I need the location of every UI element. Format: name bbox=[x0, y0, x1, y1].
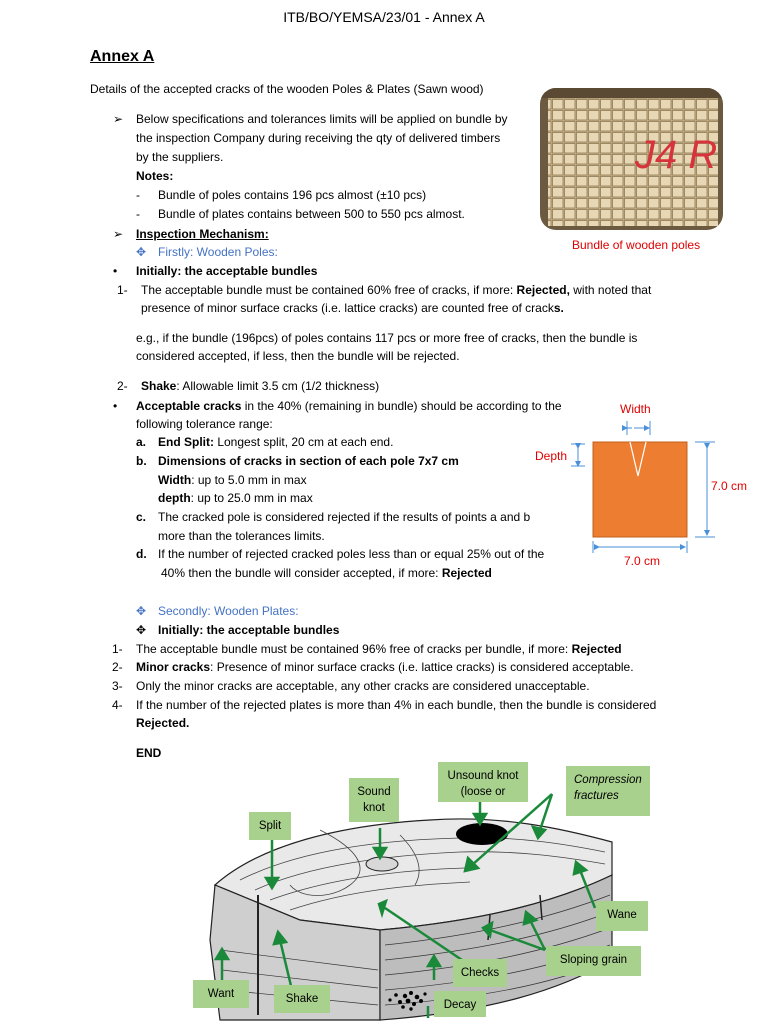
depth-limit: depth: up to 25.0 mm in max bbox=[158, 491, 313, 505]
split-label: Split bbox=[249, 812, 291, 840]
want-label: Want bbox=[193, 980, 249, 1008]
poles-item2-num: 2- bbox=[117, 379, 128, 393]
poles-item1-line2: presence of minor surface cracks (i.e. lattice cracks) are counted free of cracks. bbox=[141, 301, 564, 315]
item-c-line1: The cracked pole is considered rejected if the results of points a and b bbox=[158, 510, 531, 524]
bundle-photo bbox=[540, 88, 723, 230]
plates-item3: Only the minor cracks are acceptable, any other cracks are considered unacceptable. bbox=[136, 679, 590, 693]
note-2: Bundle of plates contains between 500 to 550 pcs almost. bbox=[158, 207, 465, 221]
bullet-dot-icon: • bbox=[113, 399, 118, 413]
compression-fractures-label: Compression fractures bbox=[566, 766, 650, 816]
item-d-line1: If the number of rejected cracked poles less than or equal 25% out of the bbox=[158, 547, 545, 561]
plates-heading: Secondly: Wooden Plates: bbox=[158, 604, 299, 618]
plates-initial: Initially: the acceptable bundles bbox=[158, 623, 340, 637]
plates-item4-num: 4- bbox=[112, 698, 123, 712]
poles-item1-num: 1- bbox=[117, 283, 128, 297]
decay-label: Decay bbox=[434, 991, 486, 1017]
poles-item1-line1: The acceptable bundle must be contained 60% free of cracks, if more: Rejected, with noted that bbox=[141, 283, 652, 297]
item-b-text: Dimensions of cracks in section of each pole 7x7 cm bbox=[158, 454, 459, 468]
acceptable-cracks-line1: Acceptable cracks in the 40% (remaining in bundle) should be according to the bbox=[136, 399, 562, 413]
item-d-num: d. bbox=[136, 547, 147, 561]
diamond-icon: ✥ bbox=[136, 604, 147, 618]
spec-line-1: Below specifications and tolerances limits will be applied on bundle by bbox=[136, 112, 508, 126]
inspection-bullet: ➢ bbox=[113, 227, 124, 241]
item-a-num: a. bbox=[136, 435, 147, 449]
spec-line-2: the inspection Company during receiving the qty of delivered timbers bbox=[136, 131, 501, 145]
checks-label: Checks bbox=[453, 959, 507, 987]
inspection-label: Inspection Mechanism: bbox=[136, 227, 269, 241]
diamond-icon: ✥ bbox=[136, 623, 147, 637]
poles-heading: Firstly: Wooden Poles: bbox=[158, 245, 278, 259]
plates-item2: Minor cracks: Presence of minor surface cracks (i.e. lattice cracks) is considered acceptable. bbox=[136, 660, 634, 674]
spec-bullet: ➢ bbox=[113, 112, 124, 126]
intro-text: Details of the accepted cracks of the wooden Poles & Plates (Sawn wood) bbox=[90, 82, 484, 96]
end-marker: END bbox=[136, 746, 162, 760]
height-label: 7.0 cm bbox=[711, 479, 748, 493]
note-dash-2: - bbox=[136, 207, 140, 221]
photo-paint-text: J4 R bbox=[635, 133, 718, 177]
document-header: ITB/BO/YEMSA/23/01 - Annex A bbox=[283, 9, 485, 25]
item-d-line2: 40% then the bundle will consider accepted, if more: Rejected bbox=[161, 566, 492, 580]
plates-item2-num: 2- bbox=[112, 660, 123, 674]
sloping-grain-label: Sloping grain bbox=[546, 946, 641, 976]
page-title: Annex A bbox=[90, 48, 155, 65]
item-c-num: c. bbox=[136, 510, 147, 524]
shake-line: Shake: Allowable limit 3.5 cm (1/2 thickness) bbox=[141, 379, 380, 393]
item-b-num: b. bbox=[136, 454, 147, 468]
depth-label: Depth bbox=[535, 449, 568, 463]
example-line-1: e.g., if the bundle (196pcs) of poles contains 117 pcs or more free of cracks, then the bundle is bbox=[136, 331, 638, 345]
diamond-icon: ✥ bbox=[136, 245, 147, 259]
plates-item3-num: 3- bbox=[112, 679, 123, 693]
wane-label: Wane bbox=[596, 901, 648, 931]
photo-caption: Bundle of wooden poles bbox=[572, 238, 701, 252]
item-c-line2: more than the tolerances limits. bbox=[158, 529, 325, 543]
width-limit: Width: up to 5.0 mm in max bbox=[158, 473, 307, 487]
unsound-knot-label: Unsound knot (loose or bbox=[438, 762, 528, 802]
sound-knot-label: Sound knot bbox=[349, 778, 399, 822]
spec-line-3: by the suppliers. bbox=[136, 150, 224, 164]
cross-section-diagram bbox=[530, 398, 760, 573]
bullet-dot-icon: • bbox=[113, 264, 118, 278]
plates-item4: If the number of the rejected plates is more than 4% in each bundle, then the bundle is considered bbox=[136, 698, 657, 712]
plates-item1-num: 1- bbox=[112, 642, 123, 656]
plates-item4-rejected: Rejected. bbox=[136, 716, 190, 730]
poles-initial: Initially: the acceptable bundles bbox=[136, 264, 318, 278]
bottom-label: 7.0 cm bbox=[624, 554, 661, 568]
plates-item1: The acceptable bundle must be contained 96% free of cracks per bundle, if more: Rejected bbox=[136, 642, 622, 656]
shake-label: Shake bbox=[274, 985, 330, 1013]
notes-label: Notes: bbox=[136, 169, 174, 183]
item-a-text: End Split: Longest split, 20 cm at each end. bbox=[158, 435, 394, 449]
note-1: Bundle of poles contains 196 pcs almost (±10 pcs) bbox=[158, 188, 427, 202]
acceptable-cracks-line2: following tolerance range: bbox=[136, 417, 273, 431]
example-line-2: considered accepted, if less, then the bundle will be rejected. bbox=[136, 349, 460, 363]
width-label: Width bbox=[620, 402, 651, 416]
note-dash-1: - bbox=[136, 188, 140, 202]
